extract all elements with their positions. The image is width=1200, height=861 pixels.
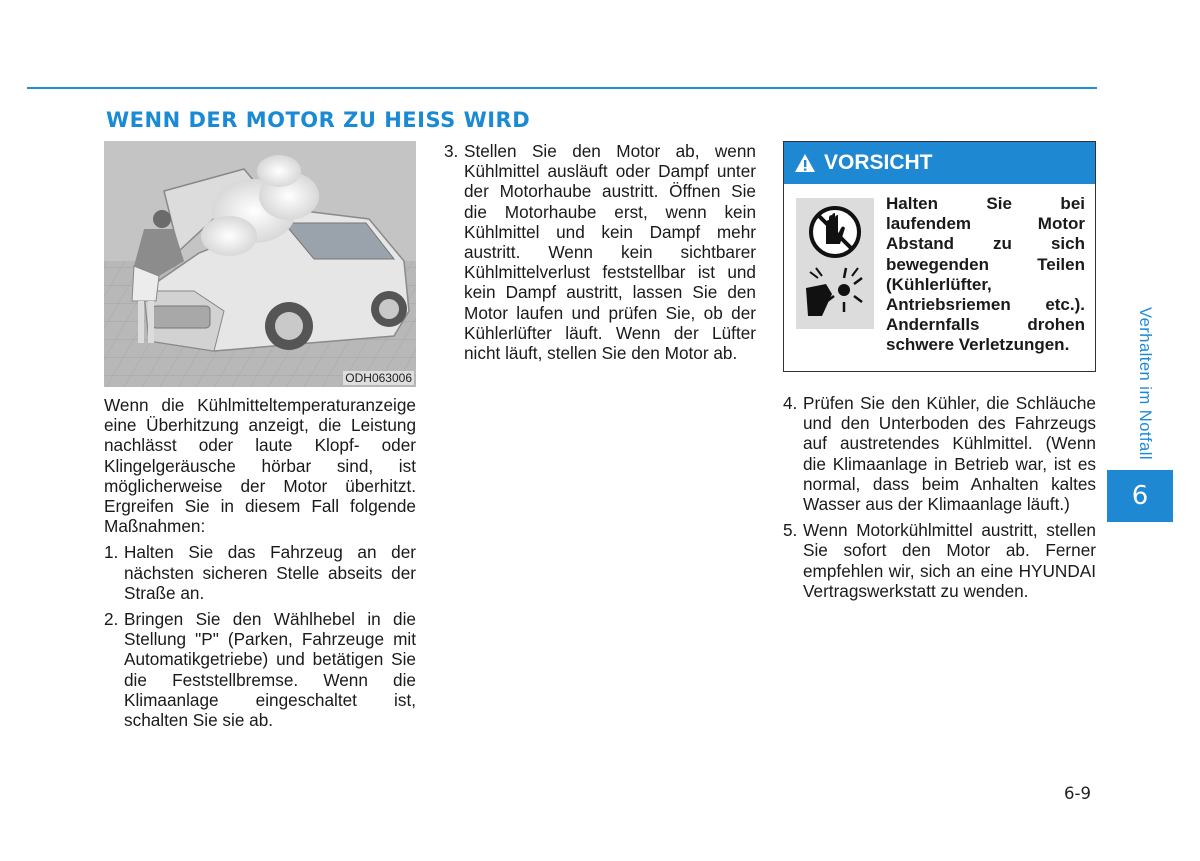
header-rule [27, 87, 1097, 89]
warning-triangle-icon [794, 152, 816, 174]
section-title: WENN DER MOTOR ZU HEISS WIRD [106, 108, 531, 132]
warning-text: Halten Sie bei laufendem Motor Abstand zu sich bewegenden Teilen (Kühlerlüfter, Antriebsriemen etc.). Andernfalls drohen schwere Verletzungen. [886, 194, 1085, 355]
chapter-tab: 6 [1107, 470, 1173, 522]
list-item-1 [104, 542, 416, 603]
list-text: Prüfen Sie den Kühler, die Schläuche und den Unterboden des Fahrzeugs auf austretendes Kühlmittel. (Wenn die Klimaanlage in Betrieb war, ist es normal, dass beim Anhalten kaltes Wasser aus der Klimaanlage läuft.) [803, 393, 1096, 515]
chapter-side-label: Verhalten im Notfall [1136, 307, 1154, 461]
list-number: 1. [104, 542, 119, 563]
list-text: Bringen Sie den Wählhebel in die Stellung "P" (Parken, Fahrzeuge mit Automatikgetriebe) und betätigen Sie die Feststellbremse. Wenn die Klimaanlage eingeschaltet ist, schalten Sie sie ab. [124, 609, 416, 731]
fan-injury-icon [806, 268, 862, 316]
list-item-5 [783, 520, 1096, 601]
column-left [104, 395, 416, 730]
list-item-4 [783, 393, 1096, 514]
intro-paragraph: Wenn die Kühlmitteltemperaturanzeige eine Überhitzung anzeigt, die Leistung nachlässt oder laute Klopf- oder Klingelgeräusche hörbar sind, ist möglicherweise der Motor überhitzt. Ergreifen Sie in diesem Fall folgende Maßnahmen: [104, 395, 416, 537]
overheating-car-illustration [104, 141, 416, 387]
list-item-3 [444, 141, 756, 363]
warning-heading: VORSICHT [824, 151, 933, 174]
list-number: 4. [783, 393, 798, 413]
warning-box [783, 141, 1096, 372]
list-text: Stellen Sie den Motor ab, wenn Kühlmittel ausläuft oder Dampf unter der Motorhaube austritt. Öffnen Sie die Motorhaube erst, wenn kein Kühlmittel und kein Dampf mehr austritt. Wenn kein sichtbarer Kühlmittelverlust feststellbar ist und kein Dampf austritt, lassen Sie den Motor laufen und prüfen Sie, ob der Kühlerlüfter läuft. Wenn der Lüfter nicht läuft, stellen Sie den Motor ab. [464, 141, 756, 364]
warning-header [784, 142, 1095, 184]
figure-caption: ODH063006 [345, 371, 412, 385]
warning-pictograms [796, 198, 874, 329]
page-number: 6-9 [1064, 784, 1091, 803]
column-middle [444, 141, 756, 363]
list-text: Halten Sie das Fahrzeug an der nächsten sicheren Stelle abseits der Straße an. [124, 542, 416, 603]
list-number: 3. [444, 141, 459, 161]
column-right [783, 393, 1096, 601]
no-hand-icon [811, 208, 859, 256]
list-item-2 [104, 609, 416, 730]
list-number: 5. [783, 520, 798, 541]
list-text: Wenn Motorkühlmittel austritt, stellen Sie sofort den Motor ab. Ferner empfehlen wir, sich an eine HYUNDAI Vertragswerkstatt zu wenden. [803, 520, 1096, 601]
list-number: 2. [104, 609, 119, 630]
